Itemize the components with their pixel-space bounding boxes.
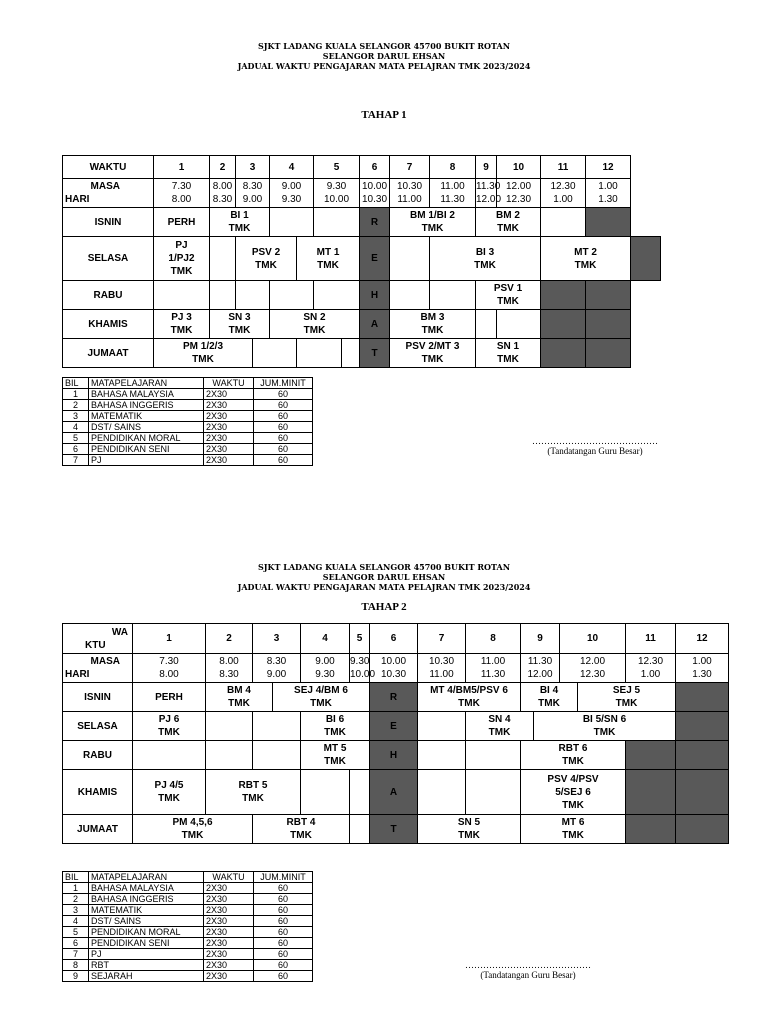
empty-cell — [430, 281, 476, 310]
bil-cell: 2 — [63, 894, 89, 905]
waktu-cell: 2X30 — [204, 916, 254, 927]
time-cell: 12.30 1.00 — [626, 654, 676, 683]
masa-hari-label — [63, 179, 154, 208]
period-header: 4 — [270, 156, 314, 179]
lesson-cell: MT 4/BM5/PSV 6 TMK — [418, 683, 521, 712]
rehat-cell: T — [370, 815, 418, 844]
col-header-subject: MATAPELAJARAN — [89, 872, 204, 883]
waktu-label: WAKTU — [63, 156, 154, 179]
bil-cell: 6 — [63, 938, 89, 949]
minit-cell: 60 — [254, 916, 313, 927]
school-header — [0, 41, 768, 71]
minit-cell: 60 — [254, 400, 313, 411]
masa-label: MASA — [90, 181, 120, 192]
bil-cell: 9 — [63, 971, 89, 982]
waktu-cell: 2X30 — [204, 894, 254, 905]
period-header: 4 — [301, 624, 350, 654]
subject-cell: BAHASA INGGERIS — [89, 400, 204, 411]
hari-label: HARI — [65, 194, 90, 205]
bil-cell: 4 — [63, 422, 89, 433]
subject-cell: PJ — [89, 455, 204, 466]
period-header: 3 — [253, 624, 301, 654]
empty-cell — [301, 770, 350, 815]
empty-cell — [418, 741, 466, 770]
table-row — [63, 422, 313, 433]
lesson-cell: PJ 4/5 TMK — [133, 770, 206, 815]
empty-cell — [541, 208, 586, 237]
table-row — [63, 894, 313, 905]
lesson-cell: SN 3 TMK — [210, 310, 270, 339]
subject-cell: PENDIDIKAN SENI — [89, 938, 204, 949]
day-label: ISNIN — [63, 208, 154, 237]
table-row — [63, 971, 313, 982]
timetable-title: JADUAL WAKTU PENGAJARAN MATA PELAJRAN TMK 2023/2024 — [237, 582, 531, 592]
period-header: 5 — [350, 624, 370, 654]
col-header-bil: BIL — [63, 378, 89, 389]
subject-cell: DST/ SAINS — [89, 422, 204, 433]
minit-cell: 60 — [254, 411, 313, 422]
empty-cell — [206, 741, 253, 770]
subject-cell: BAHASA INGGERIS — [89, 894, 204, 905]
time-cell: 12.00 12.30 — [560, 654, 626, 683]
signature-label: (Tandatangan Guru Besar) — [480, 970, 576, 980]
timetable-grid — [62, 155, 661, 368]
time-cell: 9.00 9.30 — [270, 179, 314, 208]
table-row — [63, 455, 313, 466]
masa-label: MASA — [90, 656, 120, 667]
empty-cell — [466, 770, 521, 815]
subject-cell: MATEMATIK — [89, 905, 204, 916]
day-label: KHAMIS — [63, 770, 133, 815]
time-cell: 11.30 12.00 — [476, 179, 497, 208]
empty-cell — [253, 712, 301, 741]
shaded-cell — [626, 770, 676, 815]
rehat-cell: T — [360, 339, 390, 368]
waktu-cell: 2X30 — [204, 433, 254, 444]
lesson-cell: PSV 2 TMK — [236, 237, 297, 281]
lesson-cell: MT 6 TMK — [521, 815, 626, 844]
tahap-title: TAHAP 2 — [361, 601, 407, 613]
lesson-cell: PSV 2/MT 3 TMK — [390, 339, 476, 368]
col-header-minit: JUM.MINIT — [254, 872, 313, 883]
day-label: KHAMIS — [63, 310, 154, 339]
lesson-cell: PM 4,5,6 TMK — [133, 815, 253, 844]
lesson-cell: RBT 6 TMK — [521, 741, 626, 770]
lesson-cell: BI 3 TMK — [430, 237, 541, 281]
period-header: 2 — [206, 624, 253, 654]
time-cell: 1.00 1.30 — [676, 654, 729, 683]
subject-cell: BAHASA MALAYSIA — [89, 389, 204, 400]
period-header: 10 — [560, 624, 626, 654]
table-row — [63, 916, 313, 927]
day-label: RABU — [63, 741, 133, 770]
lesson-cell: SN 1 TMK — [476, 339, 541, 368]
time-cell: 9.00 9.30 — [301, 654, 350, 683]
empty-cell — [210, 281, 236, 310]
lesson-cell: SEJ 5 TMK — [578, 683, 676, 712]
empty-cell — [133, 741, 206, 770]
lesson-cell: PSV 1 TMK — [476, 281, 541, 310]
day-label: RABU — [63, 281, 154, 310]
tahap-title: TAHAP 1 — [361, 109, 407, 121]
day-label: JUMAAT — [63, 339, 154, 368]
bil-cell: 8 — [63, 960, 89, 971]
waktu-cell: 2X30 — [204, 455, 254, 466]
subject-table — [62, 871, 313, 982]
period-header: 7 — [418, 624, 466, 654]
lesson-cell: BM 4 TMK — [206, 683, 273, 712]
subject-cell: DST/ SAINS — [89, 916, 204, 927]
col-header-waktu: WAKTU — [204, 378, 254, 389]
day-label: ISNIN — [63, 683, 133, 712]
shaded-cell — [626, 741, 676, 770]
waktu-cell: 2X30 — [204, 422, 254, 433]
rehat-cell: H — [370, 741, 418, 770]
waktu-cell: 2X30 — [204, 927, 254, 938]
minit-cell: 60 — [254, 960, 313, 971]
table-row — [63, 400, 313, 411]
subject-cell: SEJARAH — [89, 971, 204, 982]
school-header — [0, 562, 768, 592]
shaded-cell — [676, 712, 729, 741]
table-row — [63, 905, 313, 916]
period-header: 8 — [466, 624, 521, 654]
day-label: SELASA — [63, 712, 133, 741]
time-cell: 8.30 9.00 — [253, 654, 301, 683]
table-row — [63, 938, 313, 949]
minit-cell: 60 — [254, 455, 313, 466]
col-header-bil: BIL — [63, 872, 89, 883]
rehat-cell: H — [360, 281, 390, 310]
bil-cell: 6 — [63, 444, 89, 455]
table-row — [63, 960, 313, 971]
empty-cell — [236, 281, 270, 310]
time-cell: 8.00 8.30 — [210, 179, 236, 208]
period-header: 6 — [360, 156, 390, 179]
table-row — [63, 949, 313, 960]
shaded-cell — [626, 815, 676, 844]
bil-cell: 5 — [63, 927, 89, 938]
empty-cell — [154, 281, 210, 310]
empty-cell — [270, 208, 314, 237]
lesson-cell: SN 2 TMK — [270, 310, 360, 339]
subject-cell: PENDIDIKAN MORAL — [89, 927, 204, 938]
rehat-cell: A — [370, 770, 418, 815]
period-header: 5 — [314, 156, 360, 179]
bil-cell: 3 — [63, 411, 89, 422]
shaded-cell — [586, 281, 631, 310]
time-cell: 11.00 11.30 — [466, 654, 521, 683]
subject-cell: RBT — [89, 960, 204, 971]
subject-header-row — [63, 872, 313, 883]
bil-cell: 5 — [63, 433, 89, 444]
school-name: SJKT LADANG KUALA SELANGOR 45700 BUKIT ROTAN — [257, 562, 511, 572]
subject-header-row — [63, 378, 313, 389]
hari-label: HARI — [65, 669, 90, 680]
shaded-cell — [541, 310, 586, 339]
period-header: 12 — [586, 156, 631, 179]
lesson-cell: BM 3 TMK — [390, 310, 476, 339]
period-header: 8 — [430, 156, 476, 179]
subject-cell: BAHASA MALAYSIA — [89, 883, 204, 894]
time-cell: 11.00 11.30 — [430, 179, 476, 208]
col-header-waktu: WAKTU — [204, 872, 254, 883]
lesson-cell: PERH — [133, 683, 206, 712]
shaded-cell — [541, 281, 586, 310]
rehat-cell: R — [370, 683, 418, 712]
lesson-cell: PJ 6 TMK — [133, 712, 206, 741]
waktu-cell: 2X30 — [204, 883, 254, 894]
minit-cell: 60 — [254, 905, 313, 916]
table-row — [63, 389, 313, 400]
time-cell: 9.30 10.00 — [314, 179, 360, 208]
lesson-cell: MT 5 TMK — [301, 741, 370, 770]
lesson-cell: PERH — [154, 208, 210, 237]
subject-cell: MATEMATIK — [89, 411, 204, 422]
minit-cell: 60 — [254, 883, 313, 894]
minit-cell: 60 — [254, 927, 313, 938]
empty-cell — [418, 770, 466, 815]
period-header: 1 — [133, 624, 206, 654]
shaded-cell — [541, 339, 586, 368]
time-cell: 10.30 11.00 — [390, 179, 430, 208]
bil-cell: 7 — [63, 455, 89, 466]
period-header: 11 — [541, 156, 586, 179]
time-cell: 12.00 12.30 — [497, 179, 541, 208]
empty-cell — [390, 281, 430, 310]
period-header: 7 — [390, 156, 430, 179]
waktu-cell: 2X30 — [204, 400, 254, 411]
col-header-minit: JUM.MINIT — [254, 378, 313, 389]
waktu-cell: 2X30 — [204, 960, 254, 971]
rehat-cell: R — [360, 208, 390, 237]
lesson-cell: RBT 5 TMK — [206, 770, 301, 815]
state-name: SELANGOR DARUL EHSAN — [322, 572, 446, 582]
table-row — [63, 433, 313, 444]
empty-cell — [314, 281, 360, 310]
minit-cell: 60 — [254, 389, 313, 400]
subject-cell: PJ — [89, 949, 204, 960]
minit-cell: 60 — [254, 433, 313, 444]
table-row — [63, 927, 313, 938]
time-cell: 11.30 12.00 — [521, 654, 560, 683]
shaded-cell — [676, 770, 729, 815]
shaded-cell — [676, 683, 729, 712]
waktu-label: WA KTU — [63, 624, 133, 654]
empty-cell — [210, 237, 236, 281]
empty-cell — [314, 208, 360, 237]
rehat-cell: A — [360, 310, 390, 339]
subject-cell: PENDIDIKAN MORAL — [89, 433, 204, 444]
period-header: 12 — [676, 624, 729, 654]
period-header: 1 — [154, 156, 210, 179]
empty-cell — [253, 339, 297, 368]
period-header: 10 — [497, 156, 541, 179]
lesson-cell: MT 1 TMK — [297, 237, 360, 281]
masa-hari-label — [63, 654, 133, 683]
minit-cell: 60 — [254, 949, 313, 960]
lesson-cell: PJ 1/PJ2 TMK — [154, 237, 210, 281]
waktu-cell: 2X30 — [204, 389, 254, 400]
waktu-cell: 2X30 — [204, 905, 254, 916]
lesson-cell: SEJ 4/BM 6 TMK — [273, 683, 370, 712]
time-cell: 8.00 8.30 — [206, 654, 253, 683]
shaded-cell — [676, 741, 729, 770]
rehat-cell: E — [360, 237, 390, 281]
signature-block — [443, 960, 613, 980]
empty-cell — [497, 310, 541, 339]
shaded-cell — [586, 339, 631, 368]
empty-cell — [297, 339, 342, 368]
waktu-cell: 2X30 — [204, 949, 254, 960]
lesson-cell: SN 5 TMK — [418, 815, 521, 844]
lesson-cell: MT 2 TMK — [541, 237, 631, 281]
table-row — [63, 444, 313, 455]
bil-cell: 2 — [63, 400, 89, 411]
time-cell: 9.30 10.00 — [350, 654, 370, 683]
empty-cell — [342, 339, 360, 368]
timetable-grid — [62, 623, 729, 844]
signature-line: …………………………………… — [465, 960, 591, 970]
time-cell: 12.30 1.00 — [541, 179, 586, 208]
lesson-cell: SN 4 TMK — [466, 712, 534, 741]
shaded-cell — [586, 208, 631, 237]
waktu-cell: 2X30 — [204, 938, 254, 949]
lesson-cell: PJ 3 TMK — [154, 310, 210, 339]
empty-cell — [270, 281, 314, 310]
time-cell: 10.00 10.30 — [370, 654, 418, 683]
minit-cell: 60 — [254, 938, 313, 949]
empty-cell — [418, 712, 466, 741]
empty-cell — [350, 770, 370, 815]
lesson-cell: BM 2 TMK — [476, 208, 541, 237]
lesson-cell: PM 1/2/3 TMK — [154, 339, 253, 368]
lesson-cell: BI 4 TMK — [521, 683, 578, 712]
minit-cell: 60 — [254, 971, 313, 982]
subject-cell: PENDIDIKAN SENI — [89, 444, 204, 455]
lesson-cell: PSV 4/PSV 5/SEJ 6 TMK — [521, 770, 626, 815]
time-cell: 10.30 11.00 — [418, 654, 466, 683]
empty-cell — [390, 237, 430, 281]
waktu-cell: 2X30 — [204, 411, 254, 422]
empty-cell — [350, 815, 370, 844]
period-header: 6 — [370, 624, 418, 654]
signature-block — [510, 436, 680, 456]
lesson-cell: BI 1 TMK — [210, 208, 270, 237]
time-cell: 1.00 1.30 — [586, 179, 631, 208]
timetable-title: JADUAL WAKTU PENGAJARAN MATA PELAJRAN TMK 2023/2024 — [237, 61, 531, 71]
period-header: 2 — [210, 156, 236, 179]
lesson-cell: BI 5/SN 6 TMK — [534, 712, 676, 741]
rehat-cell: E — [370, 712, 418, 741]
table-row — [63, 883, 313, 894]
bil-cell: 1 — [63, 389, 89, 400]
lesson-cell: BI 6 TMK — [301, 712, 370, 741]
school-name: SJKT LADANG KUALA SELANGOR 45700 BUKIT ROTAN — [257, 41, 511, 51]
signature-line: …………………………………… — [532, 436, 658, 446]
time-cell: 7.30 8.00 — [133, 654, 206, 683]
waktu-cell: 2X30 — [204, 971, 254, 982]
signature-label: (Tandatangan Guru Besar) — [547, 446, 643, 456]
day-label: SELASA — [63, 237, 154, 281]
minit-cell: 60 — [254, 894, 313, 905]
time-cell: 7.30 8.00 — [154, 179, 210, 208]
shaded-cell — [676, 815, 729, 844]
bil-cell: 1 — [63, 883, 89, 894]
time-cell: 8.30 9.00 — [236, 179, 270, 208]
empty-cell — [466, 741, 521, 770]
period-header: 3 — [236, 156, 270, 179]
subject-table — [62, 377, 313, 466]
empty-cell — [476, 310, 497, 339]
time-cell: 10.00 10.30 — [360, 179, 390, 208]
bil-cell: 7 — [63, 949, 89, 960]
table-row — [63, 411, 313, 422]
state-name: SELANGOR DARUL EHSAN — [322, 51, 446, 61]
shaded-cell — [631, 237, 661, 281]
period-header: 9 — [521, 624, 560, 654]
empty-cell — [253, 741, 301, 770]
waktu-cell: 2X30 — [204, 444, 254, 455]
period-header: 9 — [476, 156, 497, 179]
lesson-cell: BM 1/BI 2 TMK — [390, 208, 476, 237]
bil-cell: 3 — [63, 905, 89, 916]
lesson-cell: RBT 4 TMK — [253, 815, 350, 844]
minit-cell: 60 — [254, 444, 313, 455]
day-label: JUMAAT — [63, 815, 133, 844]
empty-cell — [206, 712, 253, 741]
bil-cell: 4 — [63, 916, 89, 927]
shaded-cell — [586, 310, 631, 339]
minit-cell: 60 — [254, 422, 313, 433]
period-header: 11 — [626, 624, 676, 654]
col-header-subject: MATAPELAJARAN — [89, 378, 204, 389]
